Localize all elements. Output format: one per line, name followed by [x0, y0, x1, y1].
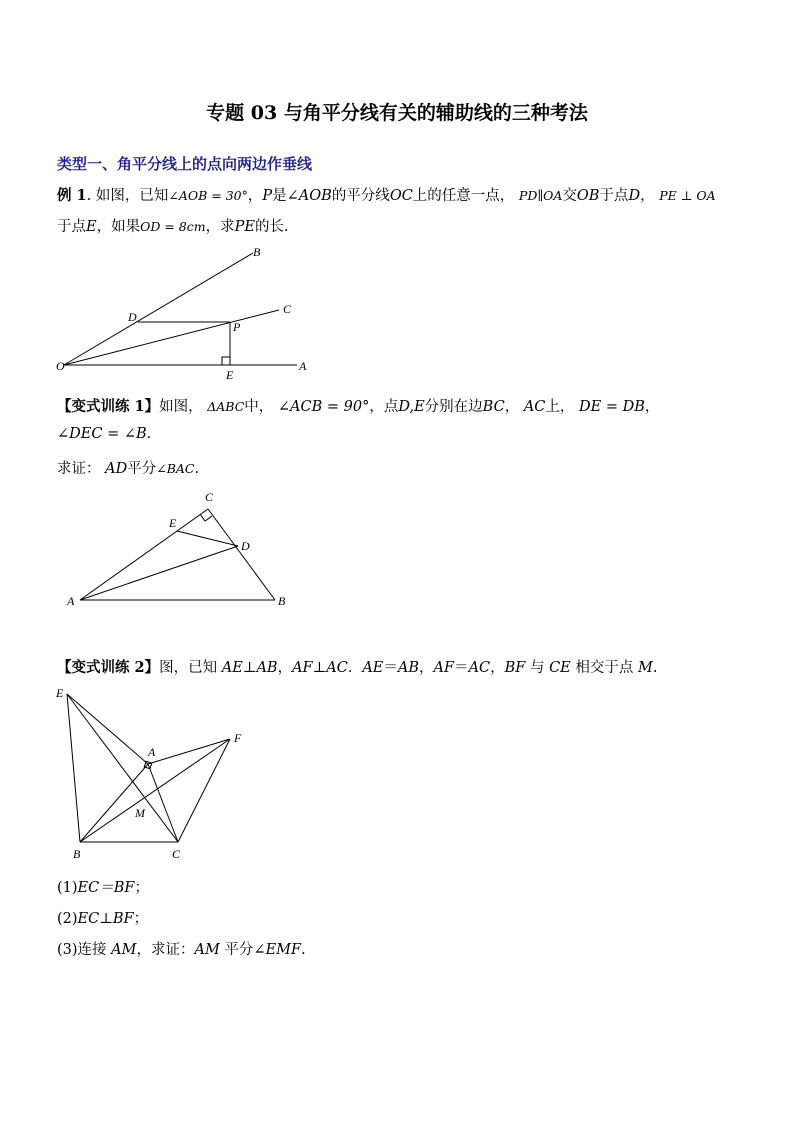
segment-ac — [148, 764, 178, 842]
segment-ed — [177, 531, 238, 546]
ray-ob — [64, 253, 253, 365]
label-c: C — [172, 847, 181, 861]
segment-af — [148, 739, 230, 764]
ray-oc — [64, 310, 279, 365]
segment-ad — [80, 546, 238, 600]
label-c: C — [283, 302, 292, 316]
label-e: E — [226, 368, 234, 382]
label-e: E — [169, 516, 177, 530]
label-b: B — [73, 847, 81, 861]
label-a: A — [148, 745, 156, 759]
label-b: B — [253, 245, 261, 259]
label-d: D — [241, 539, 250, 553]
label-c: C — [205, 490, 214, 504]
right-angle-mark — [200, 514, 212, 521]
segment-ec — [67, 694, 178, 842]
segment-fc — [178, 739, 230, 842]
variant2-line1: 【变式训练 2】图，已知 AE⊥AB，AF⊥AC．AE＝AB，AF＝AC，BF 与 CE 相交于点 M. — [57, 659, 658, 676]
figure1-diagram — [0, 0, 794, 400]
figure2-diagram — [0, 480, 794, 620]
label-d: D — [128, 310, 137, 324]
page-title: 专题 03 与角平分线有关的辅助线的三种考法 — [206, 102, 588, 124]
figure3-diagram — [0, 680, 794, 865]
variant1-line2: ∠DEC = ∠B. — [57, 426, 152, 442]
right-angle-mark — [222, 357, 230, 365]
side-cb — [208, 509, 275, 600]
label-p: P — [233, 320, 241, 334]
example-label: 例 1 — [57, 187, 87, 204]
example1-line2: 于点E，如果OD = 8cm，求PE的长. — [57, 219, 289, 235]
label-a: A — [299, 359, 307, 373]
segment-ba — [80, 764, 148, 842]
segment-eb — [67, 694, 80, 842]
label-b: B — [278, 594, 286, 608]
label-a: A — [67, 594, 75, 608]
label-o: O — [56, 359, 65, 373]
variant2-label: 【变式训练 2】 — [57, 659, 160, 676]
variant1-line1: 【变式训练 1】如图， ΔABC中， ∠ACB = 90°，点D,E分别在边BC， AC上， DE = DB， — [57, 398, 660, 415]
side-ac — [80, 509, 208, 600]
example1-line1: 例 1. 如图，已知∠AOB = 30°，P是∠AOB的平分线OC上的任意一点， PD∥OA交OB于点D， PE ⊥ OA — [57, 187, 716, 204]
variant1-prove: 求证： AD平分∠BAC. — [57, 461, 200, 477]
segment-ea — [67, 694, 148, 764]
question-1: (1)EC＝BF； — [57, 880, 149, 896]
label-m: M — [135, 806, 145, 820]
label-e: E — [56, 686, 64, 700]
section-heading: 类型一、角平分线上的点向两边作垂线 — [57, 155, 313, 173]
variant1-label: 【变式训练 1】 — [57, 398, 160, 415]
question-2: (2)EC⊥BF； — [57, 911, 149, 927]
label-f: F — [234, 731, 242, 745]
question-3: (3)连接 AM，求证：AM 平分∠EMF. — [57, 942, 306, 958]
